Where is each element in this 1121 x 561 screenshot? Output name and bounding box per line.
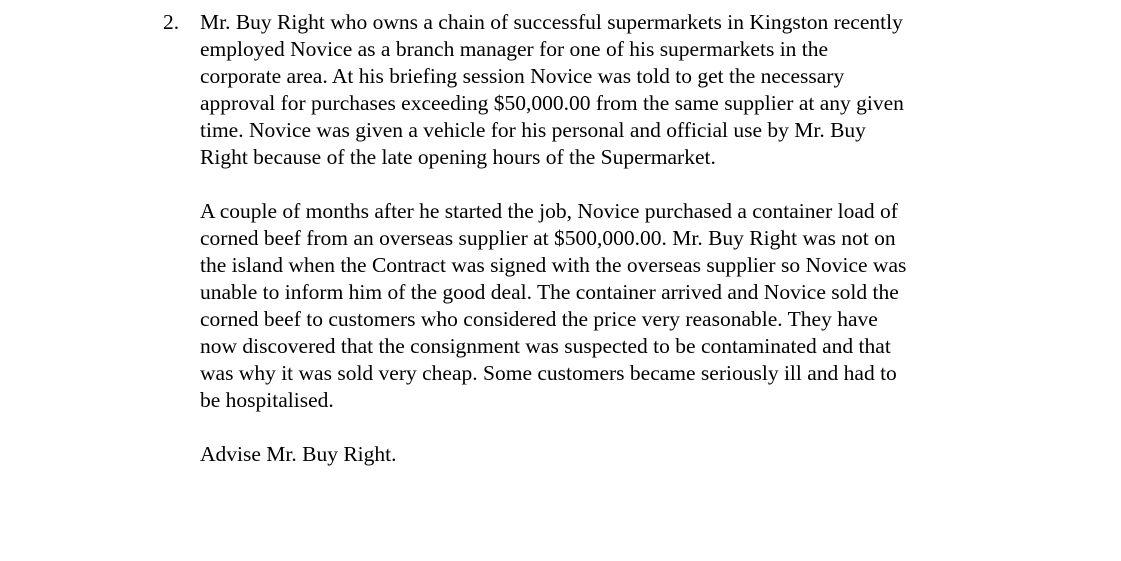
text-line: corned beef to customers who considered the price very reasonable. They have <box>200 307 878 331</box>
text-line: was why it was sold very cheap. Some customers became seriously ill and had to <box>200 361 897 385</box>
paragraph-background <box>200 9 983 171</box>
question-number: 2. <box>163 10 180 34</box>
text-line: unable to inform him of the good deal. The container arrived and Novice sold the <box>200 280 899 304</box>
text-line: be hospitalised. <box>200 388 334 412</box>
text-line: approval for purchases exceeding $50,000.00 from the same supplier at any given <box>200 91 904 115</box>
paragraph-facts <box>200 198 983 414</box>
text-line: Right because of the late opening hours of the Supermarket. <box>200 145 716 169</box>
text-line: Advise Mr. Buy Right. <box>200 442 397 466</box>
text-line: now discovered that the consignment was suspected to be contaminated and that <box>200 334 891 358</box>
text-line: corporate area. At his briefing session Novice was told to get the necessary <box>200 64 845 88</box>
text-line: A couple of months after he started the job, Novice purchased a container load of <box>200 199 898 223</box>
text-line: Mr. Buy Right who owns a chain of successful supermarkets in Kingston recently <box>200 10 903 34</box>
question-body <box>200 9 983 468</box>
question-2 <box>163 9 983 495</box>
text-line: corned beef from an overseas supplier at $500,000.00. Mr. Buy Right was not on <box>200 226 896 250</box>
text-line: employed Novice as a branch manager for one of his supermarkets in the <box>200 37 829 61</box>
paragraph-instruction <box>200 441 983 468</box>
text-line: time. Novice was given a vehicle for his personal and official use by Mr. Buy <box>200 118 866 142</box>
text-line: the island when the Contract was signed with the overseas supplier so Novice was <box>200 253 907 277</box>
